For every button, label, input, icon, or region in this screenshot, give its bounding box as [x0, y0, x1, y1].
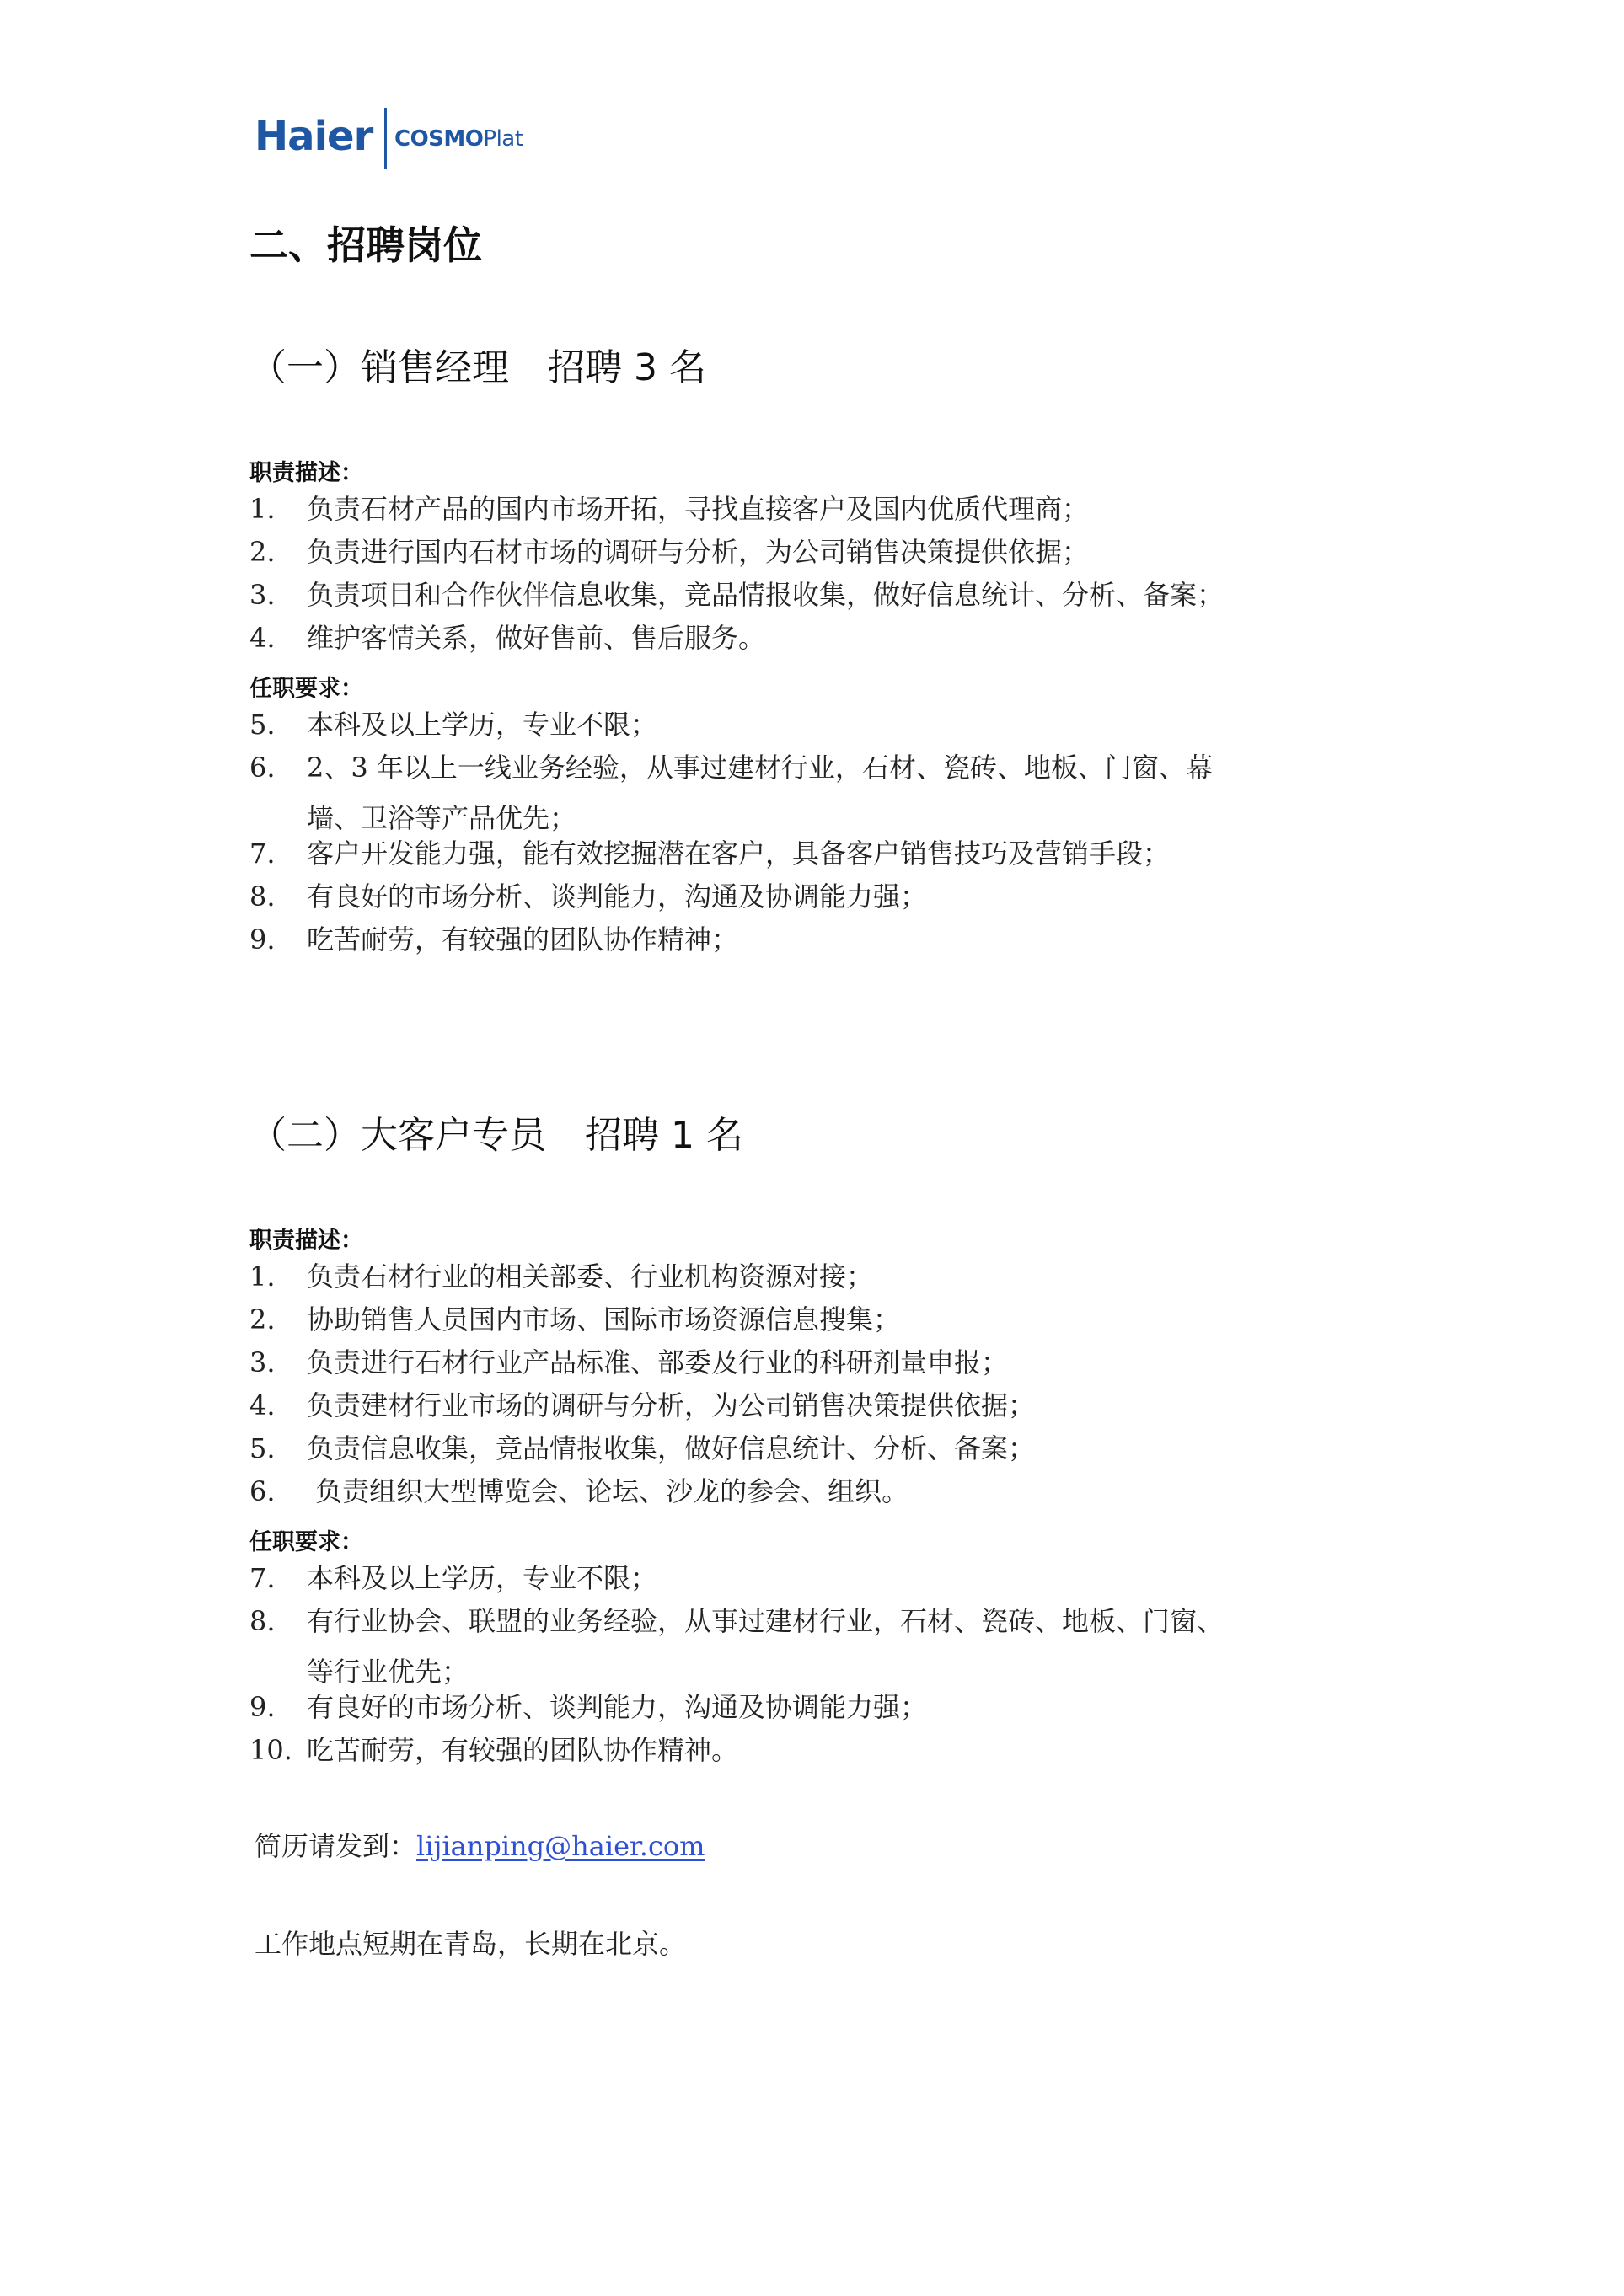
position-2-requirements-label: 任职要求： [249, 1529, 363, 1555]
list-item: 9. 吃苦耐劳，有较强的团队协作精神； [249, 923, 739, 955]
list-item: 8. 有行业协会、联盟的业务经验，从事过建材行业，石材、瓷砖、地板、门窗、 [249, 1605, 1225, 1637]
position-2-count: 招聘 1 名 [585, 1114, 743, 1157]
location-note: 工作地点短期在青岛，长期在北京。 [255, 1928, 687, 1960]
list-item: 8. 有良好的市场分析、谈判能力，沟通及协调能力强； [249, 880, 928, 913]
list-item: 1. 负责石材产品的国内市场开拓，寻找直接客户及国内优质代理商； [249, 493, 1090, 525]
list-item: 10. 吃苦耐劳，有较强的团队协作精神。 [249, 1734, 739, 1766]
list-item-continuation: 等行业优先； [307, 1656, 469, 1688]
list-item: 3. 负责进行石材行业产品标准、部委及行业的科研剂量申报； [249, 1346, 1009, 1378]
list-item: 4. 维护客情关系，做好售前、售后服务。 [249, 622, 766, 654]
logo-divider [384, 108, 387, 169]
haier-wordmark: Haier [255, 113, 373, 160]
cosmoplat-wordmark [394, 126, 523, 152]
resume-email-link[interactable]: lijianping@haier.com [416, 1830, 705, 1862]
position-1-heading [249, 337, 706, 391]
position-2-title: （二）大客户专员 [249, 1114, 546, 1157]
list-item: 6. 2、3 年以上一线业务经验，从事过建材行业，石材、瓷砖、地板、门窗、幕 [249, 752, 1213, 784]
cosmo-text: COSMO [394, 126, 484, 152]
list-item: 9. 有良好的市场分析、谈判能力，沟通及协调能力强； [249, 1691, 928, 1723]
list-item: 7. 客户开发能力强，能有效挖掘潜在客户，具备客户销售技巧及营销手段； [249, 838, 1171, 870]
list-item: 5. 本科及以上学历，专业不限； [249, 709, 658, 741]
section-title: 二、招聘岗位 [249, 222, 482, 268]
list-item-continuation: 墙、卫浴等产品优先； [307, 802, 577, 834]
resume-prefix: 简历请发到： [255, 1830, 417, 1862]
position-2-duties-label: 职责描述： [249, 1228, 363, 1254]
position-1-duties-label: 职责描述： [249, 460, 363, 486]
position-1-requirements-label: 任职要求： [249, 676, 363, 702]
list-item: 2. 负责进行国内石材市场的调研与分析，为公司销售决策提供依据； [249, 536, 1090, 568]
list-item: 2. 协助销售人员国内市场、国际市场资源信息搜集； [249, 1303, 901, 1335]
list-item: 7. 本科及以上学历，专业不限； [249, 1562, 658, 1594]
plat-text: Plat [483, 126, 523, 152]
position-1-title: （一）销售经理 [249, 346, 509, 389]
list-item: 4. 负责建材行业市场的调研与分析，为公司销售决策提供依据； [249, 1389, 1036, 1421]
list-item: 6. 负责组织大型博览会、论坛、沙龙的参会、组织。 [249, 1475, 909, 1507]
list-item: 5. 负责信息收集，竞品情报收集，做好信息统计、分析、备案； [249, 1432, 1036, 1464]
list-item: 3. 负责项目和合作伙伴信息收集，竞品情报收集，做好信息统计、分析、备案； [249, 579, 1225, 611]
resume-instruction [255, 1825, 705, 1864]
position-2-heading [249, 1105, 743, 1159]
list-item: 1. 负责石材行业的相关部委、行业机构资源对接； [249, 1260, 874, 1293]
position-1-count: 招聘 3 名 [548, 346, 706, 389]
